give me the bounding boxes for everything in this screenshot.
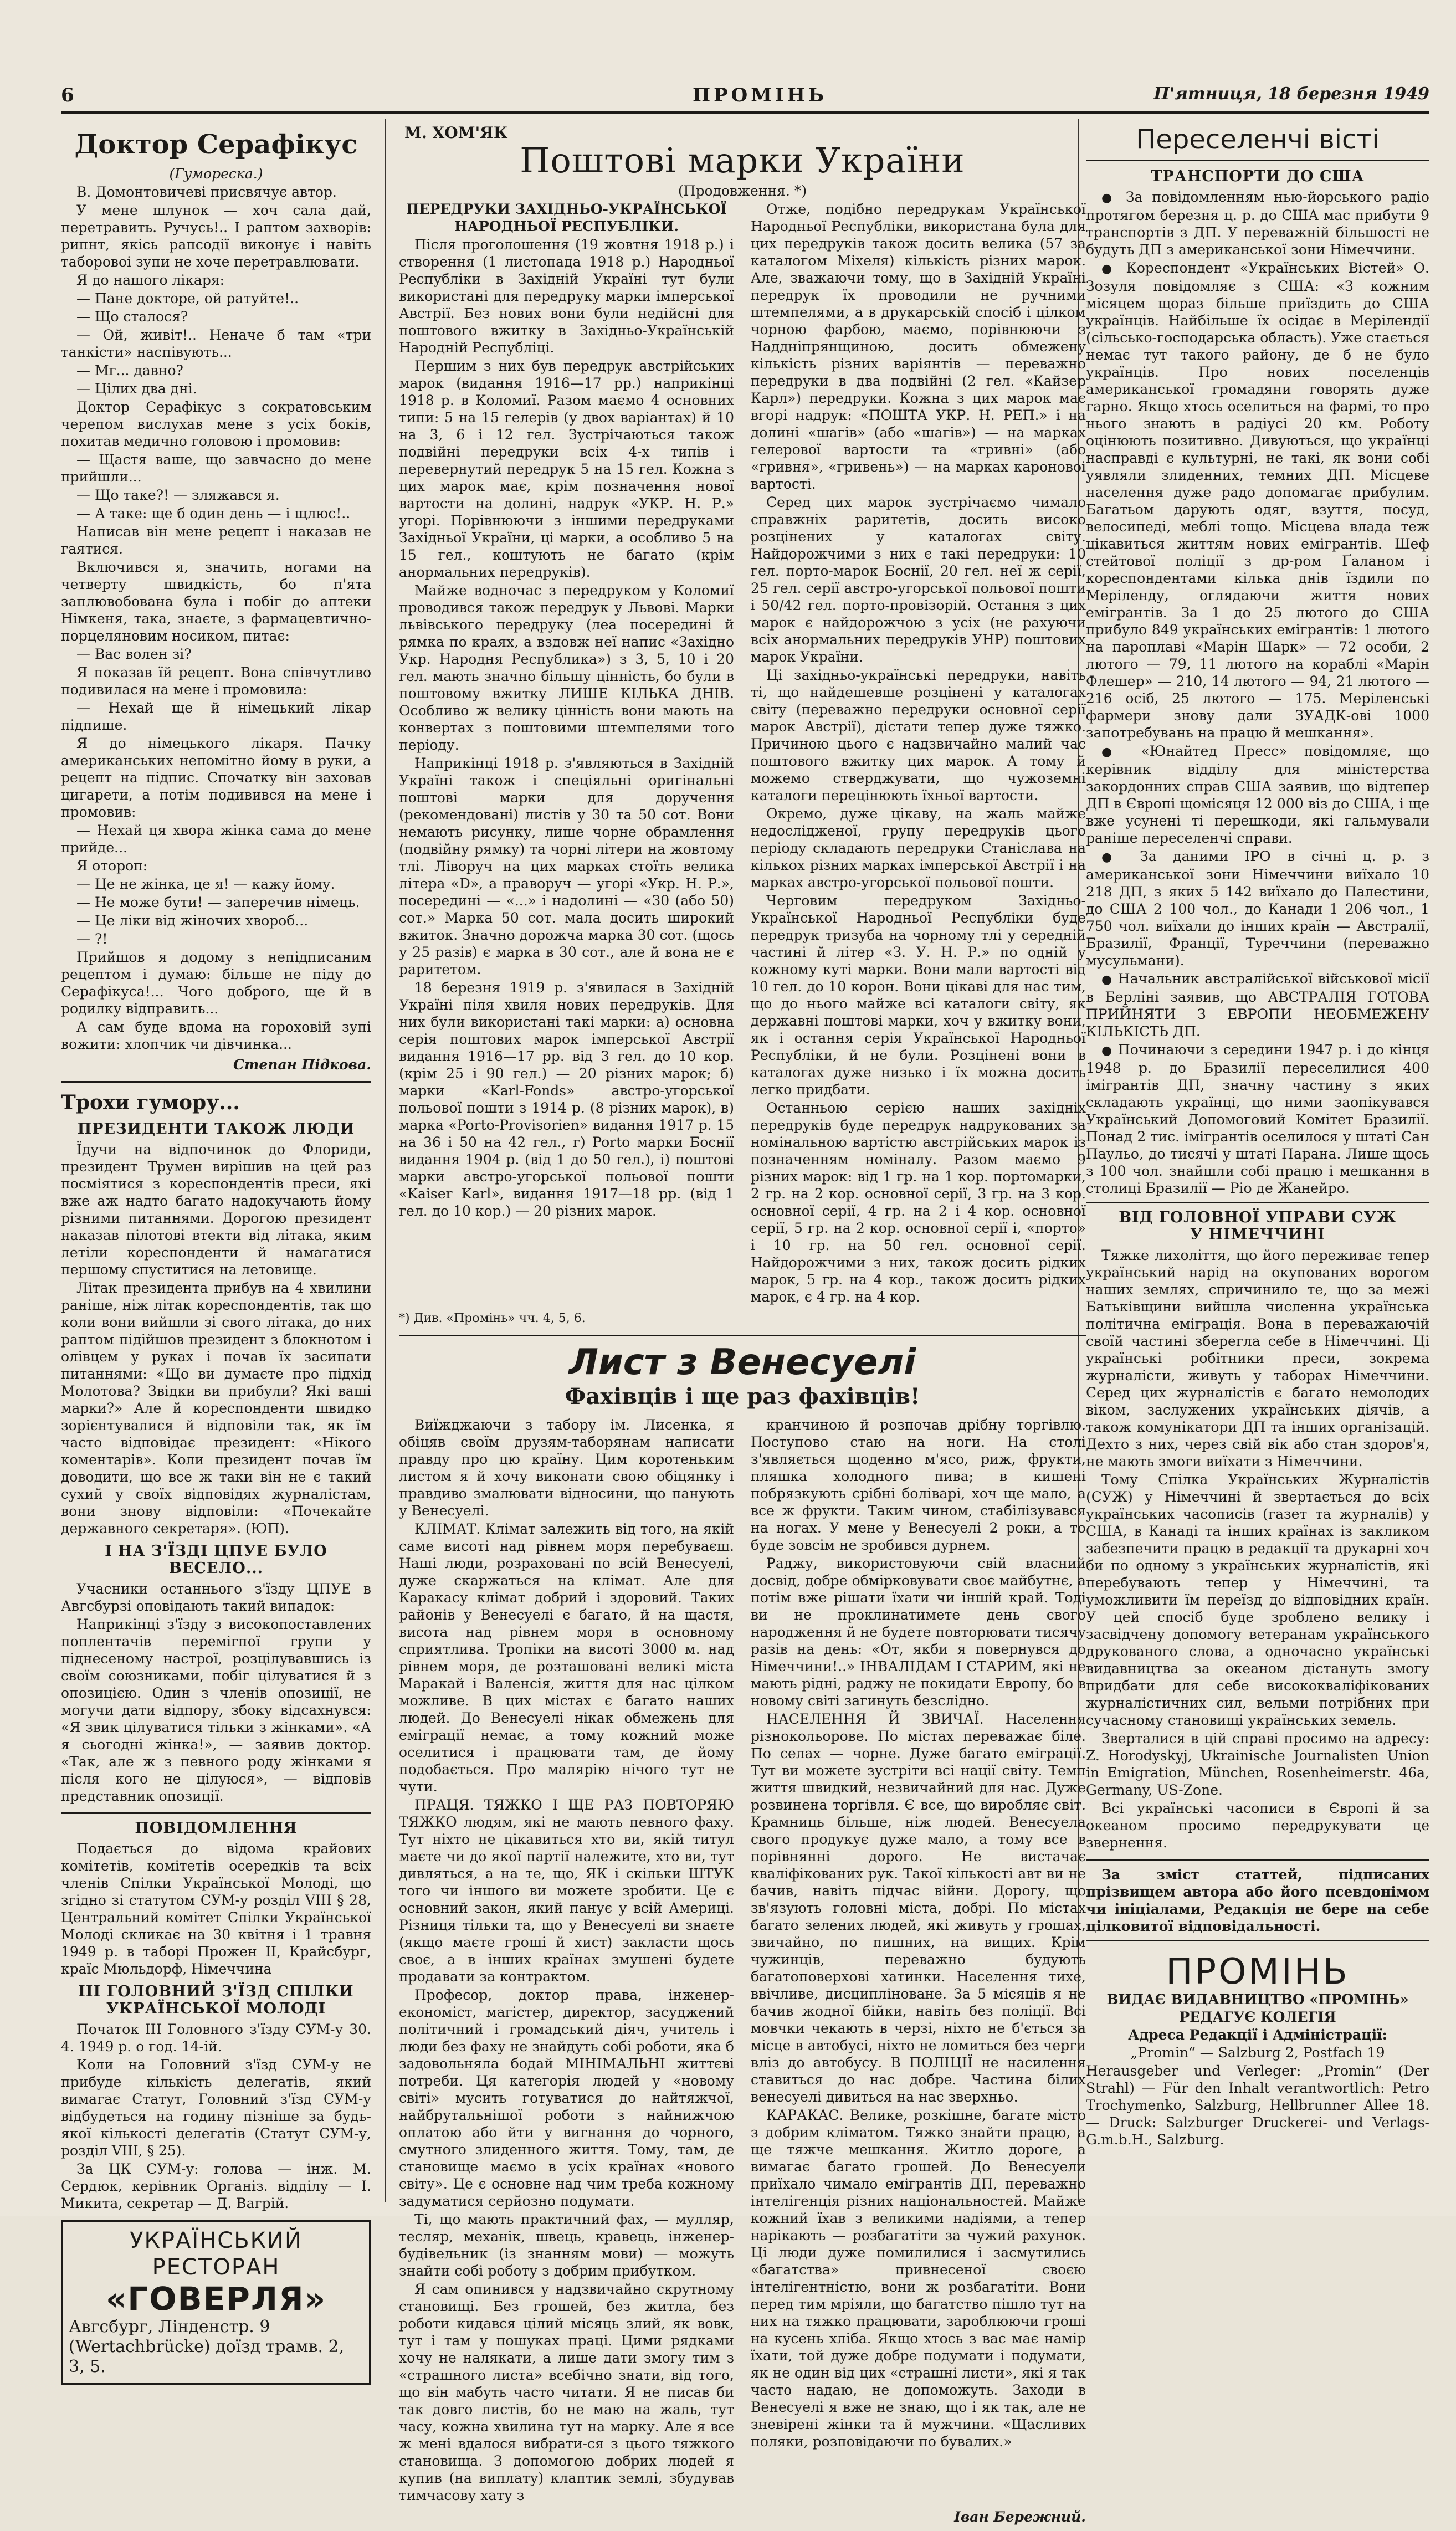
doctor-paragraph: Включився я, значить, ногами на четверту швидкість, бо п'ята заплювобована була і побіг до аптеки Німкеня, така, знаєте, з фармацевтично-порцеляновим носиком, питає: — [61, 559, 371, 644]
venezuela-body — [399, 1416, 1086, 2505]
venezuela-paragraph: Раджу, використовуючи свій власний досвід, добре обмірковувати своє майбутнє, а потім вже рішати їхати чи іншій край. Тоді ви не проклинатимете день свого народження й не будете повторювати тисячу разів на день: «От, якби я повернувся до Німеччини!..» ІНВАЛІДАМ І СТАРИМ, які не мають рідні, раджу не покидати Европу, бо в новому світі загинуть безслідно. — [751, 1555, 1086, 1709]
doctor-paragraph: Прийшов я додому з непідписаним рецептом і думаю: більше не піду до Серафікуса!... Чого доброго, ще й в родилку відправить... — [61, 949, 371, 1017]
doctor-title: Доктор Серафікус — [74, 129, 358, 160]
stamps-paragraph: Отже, подібно передрукам Української Народньої Республіки, використана була для цих передруків також досить велика (57 за каталогом Міхеля) кількість різних марок. Але, зважаючи тому, що в Західній Україні передрук їх проводили не ручними штемпелями, а в друкарській спосіб і цілком чорною фарбою, маємо, порівнюючи з Наддніпрянщиною, досить обмежену кількість різних варіянтів — переважно передруки в два подвійні (2 гел. «Кайзер Карл») передруки. Кожна з цих марок має вгорі надрук: «ПОШТА УКР. Н. РЕП.» і на долині «шагів» (або «шагів») — на марках гелерової вартости та «гривні» (або «гривня», «гривень») — на марках кароновоі вартості. — [751, 201, 1086, 492]
stamps-body — [399, 201, 1086, 1307]
doctor-body — [61, 183, 371, 1053]
venezuela-paragraph: ПРАЦЯ. ТЯЖКО І ЩЕ РАЗ ПОВТОРЯЮ ТЯЖКО людям, які не мають певного фаху. Тут ніхто не цікавиться хто ви, якій титул маєте чи до якої партії належите, хто ви, тут дивляться, а на те, що, ЯК і скільки ШТУК того чи іншого ви можете зробити. Це є основний закон, який панує у всій Америці. Різниця тільки та, що у Венесуелі ви знаєте (якщо маєте гроші й хист) закласти щось своє, а в інших країнах змушені будете продавати за контрактом. — [399, 1797, 734, 1985]
stamps-paragraph: 18 березня 1919 р. з'явилася в Західній Україні піля хвиля нових передруків. Для них були використані такі марки: а) основна серія поштових марок імперської Австрії видання 1916—17 рр. від 3 гел. до 10 кор. (крім 25 і 90 гел.) — 20 різних марок; б) марки «Karl-Fonds» австро-угорської польової пошти з 1914 р. (8 різних марок), в) марка «Porto-Provisorien» видання 1917 р. 15 на 36 і 50 на 42 гел., г) Porto марки Боснії видання 1904 р. (від 1 до 50 гел.), і) поштові марки австро-угорської польової пошти «Kaiser Karl», видання 1917—18 рр. (від 1 гел. до 10 кор.) — 20 різних марок. — [399, 980, 734, 1219]
emigration-item — [1086, 848, 1429, 969]
stamps-paragraph: ПЕРЕДРУКИ ЗАХІДНЬО-УКРАЇНСЬКОЇ НАРОДНЬОЇ РЕСПУБЛІКИ. — [406, 201, 727, 234]
column-left — [61, 122, 371, 2385]
stamps-right-column — [751, 201, 1086, 1307]
doctor-paragraph: — ?! — [76, 931, 108, 947]
masthead-publisher: ВИДАЄ ВИДАВНИЦТВО «ПРОМІНЬ» — [1106, 1991, 1409, 2007]
stamps-footnote: *) Див. «Промінь» чч. 4, 5, 6. — [399, 1311, 586, 1325]
doctor-subtitle: (Гумореска.) — [169, 166, 263, 182]
stamps-title: Поштові марки України — [520, 140, 965, 181]
bullet-icon: ● — [1101, 1044, 1118, 1058]
venezuela-paragraph: КЛІМАТ. Клімат залежить від того, на якій саме висоті над рівнем моря перебуваєш. Наші люди, розраховані по всій Венесуелі, дуже скаржаться на клімат. Але для Каракасу клімат добрий і здоровий. Таких районів у Венесуелі є багато, й на щастя, висота над рівнем моря в основному сприятлива. Тропіки на висоті 3000 м. над рівнем моря, де розташовані великі міста Маракай і Валенсія, життя для нас цілком можливе. В цих містах є багато наших людей. До Венесуелі нікак обмежень для еміграції немає, а тому кожний може оселитися і працювати там, де йому подобається. Про малярію нічого тут не чути. — [399, 1521, 734, 1795]
column-middle — [399, 122, 1086, 2531]
doctor-paragraph: — Що сталося? — [76, 309, 188, 325]
stamps-paragraph: Окремо, дуже цікаву, на жаль майже недослідженої, групу передруків цього періоду складають передруки Станіслава на кількох різних марках імперської Австрії і на марках австро-угорської польової пошти. — [751, 806, 1086, 890]
suzh-text3: Зверталися в цій справі просимо на адресу: Z. Horodyskyj, Ukrainische Journalisten Union in Emigration, München, Rosenheimerstr. 46a, Germany, US-Zone. — [1086, 1730, 1429, 1798]
emigration-item-text: Начальник австралійської військової місії в Берліні заявив, що АВСТРАЛІЯ ГОТОВА ПРИЙНЯТИ З ЕВРОПИ НЕОБМЕЖЕНУ КІЛЬКІСТЬ ДП. — [1086, 971, 1429, 1039]
venezuela-author: Іван Бережний. — [954, 2509, 1086, 2525]
doctor-author: Степан Підкова. — [233, 1057, 371, 1073]
doctor-paragraph: — Щастя ваше, що завчасно до мене прийшли... — [61, 452, 371, 485]
doctor-paragraph: — Ой, живіт!.. Неначе б там «три танкісти» наспівують... — [61, 327, 371, 360]
humor-s2-text: Учасники останнього з'їзду ЦПУЕ в Авгсбурзі оповідають такий випадок: — [61, 1581, 371, 1614]
disclaimer: За зміст статтей, підписаних прізвищем автора або його псевдонімом чи ініціалами, Редакція не бере на себе цілковитої відповідальності. — [1086, 1867, 1429, 1934]
humor-title: Трохи гумору... — [61, 1091, 240, 1114]
stamps-left-column — [399, 201, 734, 1307]
venezuela-paragraph: КАРАКАС. Велике, розкішне, багате місто з добрим кліматом. Тяжко знайти працю, а ще тяжче мешкання. Житло дороге, а вимагає багато грошей. До Венесуели приїхало чимало емігрантів ДП, переважно інтелігенція різних національностей. Майже кожний їхав з великими надіями, а тепер нарікають — розбагатіти за чужий рахунок. Ці люди дуже помилилися і засмутились «багатства» привнесеної своєю інтелігентністю, вони ж розбагатіти. Вони перед тим мріяли, що багатство пішло тут на них на тяжко працювати, зароблюючи гроші на кусень хліба. Якщо хтось з вас має намір їхати, той дуже добре подумати і подумати, як не один від цих «страшні листи», які я так часто надаю, не допоможуть. Заходи в Венесуелі я вже не знаю, що і як так, але не зневірені жінки та й мужчини. «Щасливих поляки, розповідаючи по бувалих.» — [751, 2107, 1086, 2450]
stamps-paragraph: Черговим передруком Західньо-Української Народньої Республіки буде передрук тризуба на чорному тлі у середній частині й літер «З. У. Н. Р.» по одній у кожному куті марки. Вони мали вартості від 10 гел. до 10 корон. Вони цікаві для нас тим, що до нього майже всі каталоги світу, як державні поштові марки, хоч у вжитку вони, як і остання серія Української Народньої Республіки, й не були. Розцінені вони в каталогах дуже низько і їх можна досить легко придбати. — [751, 893, 1086, 1098]
restaurant-line1: УКРАЇНСЬКИЙ РЕСТОРАН — [130, 2228, 303, 2280]
doctor-paragraph: — Не може бути! — заперечив німець. — [76, 894, 360, 910]
venezuela-title: Лист з Венесуелі — [568, 1342, 916, 1383]
suzh-text: Тяжке лихоліття, що його переживає тепер український нарід на окупованих ворогом наших землях, спричинило те, що за межі Батьківщини вийшла численна українська політична еміграція. Вона в переважаючій своїй частині зберегла себе в Німеччині. Ці українські робітники преси, зокрема журналісти, живуть у таборах Німеччини. Серед цих журналістів є багато немолодих віком, заслужених українських діячів, а також комунікатори ДП та інших організацій. Дехто з них, через свій вік або стан здоров'я, не мають змоги виїхати з Німеччини. — [1086, 1247, 1429, 1469]
stamps-paragraph: Серед цих марок зустрічаємо чимало справжніх раритетів, досить високо розцінених у каталогах світу. Найдорожчими з них є такі передруки: 10 гел. порто-марок Боснії, 20 гел. неї ж серії, 25 гел. серії австро-угорської польової пошти і 50/42 гел. порто-провізорій. Остання з цих марок є найдорожчою з усіх (не рахуючи всіх анормальних передруків УНР) поштових марок України. — [751, 494, 1086, 665]
stamps-paragraph: Останньою серією наших західніх передруків буде передрук надрукованих за номінальною вартістю австрійських марок із позначенням номіналу. Разом маємо 9 різних марок: від 1 гр. на 1 кор. портомарки, 2 гр. на 2 кор. основної серії, 3 гр. на 3 кор. основної серії, 4 гр. на 2 і 4 кор. основної серії, 5 гр. на 2 кор. основної серії і, «порто» і 10 гр. на 50 гел. основної серії. Найдорожчими з них, також досить рідких марок, 5 гр. на 4 кор., також досить рідких марок, є 4 гр. на 4 кор. — [751, 1100, 1086, 1305]
doctor-paragraph: — Це не жінка, це я! — кажу йому. — [76, 876, 335, 892]
venezuela-paragraph: НАСЕЛЕННЯ Й ЗВИЧАЇ. Населення різнокольорове. По містах переважає біле. По селах — чорне. Дуже багато еміграції. Тут ви можете зустріти всі нації світу. Темп життя швидкий, незвичайний для нас. Дуже розвинена торгівля. Є все, що виробляє світ. Крамниць більше, ніж людей. Венесуела свого продукує дуже мало, а тому все в порівнянні дорого. Не вистачає кваліфікованих рук. Такої кількості авт ви не бачив, навіть підчас війни. Дорогу, що зв'язують головні міста, добрі. По містах багато зелених людей, які живуть у грошах, звичайно, по пишних, на вищих. Крім чужинців, переважно будують багатоповерхові хатинки. Населення тихе, ввічливе, дисципліноване. За 5 місяців я не бачив жодної бійки, навіть без поліції. Всі мовчки чекають в черзі, ніхто не б'ється за місце в автобусі, ніхто не ломиться без черги вліз до автобусу. В ПОЛІЦІЇ не насилення ставиться до нас добре. Частина білих венесуелі дивиться на нас зверхньо. — [751, 1711, 1086, 2105]
doctor-paragraph: — Що таке?! — зляжався я. — [76, 487, 280, 503]
congress-signed: За ЦК СУМ-у: голова — інж. М. Сердюк, керівник Організ. відділу — І. Микита, секретар — Д. Вагрій. — [61, 2161, 371, 2211]
humor-s1-title: ПРЕЗИДЕНТИ ТАКОЖ ЛЮДИ — [77, 1120, 355, 1138]
restaurant-name: «ГОВЕРЛЯ» — [105, 2280, 327, 2318]
stamps-author: М. ХОМ'ЯК — [404, 124, 508, 142]
venezuela-paragraph: Виїжджаючи з табору ім. Лисенка, я обіцяв своїм друзям-таборянам написати правду про цю країну. Цим коротеньким листом я й хочу виконати свою обіцянку і правдиво змалювати відносини, що панують у Венесуелі. — [399, 1417, 734, 1519]
emigration-item — [1086, 970, 1429, 1040]
humor-s2-text2: Наприкінці з'їзду з високопоставлених поплентачів перемігпої групи у піднесеному настрої, розцілувавшись із своїм союзниками, побіг цілуватися й з опозицією. Один з членів опозиції, не могучи дати відпору, збоку відсахнувся: «Я звик цілуватися тільки з жінками». «А я сьогодні жінка!», — заявив доктор. «Так, але ж з певного роду жінками я після кого не цілуюся», — відповів представник опозиції. — [61, 1616, 371, 1804]
emigration-item — [1086, 1041, 1429, 1197]
venezuela-paragraph: Ті, що мають практичний фах, — мулляр, тесляр, механік, швець, кравець, інженер-будівельник (із знанням мови) — можуть знайти собі роботу з добрим прибутком. — [399, 2211, 734, 2279]
restaurant-ad — [61, 2220, 371, 2385]
page-number: 6 — [61, 84, 74, 106]
paper-name: ПРОМІНЬ — [693, 84, 828, 106]
venezuela-paragraph: Професор, доктор права, інженер-економіст, магістер, директор, засуджений політичний і громадський діяч, учитель і люди без фаху не знайдуть собі роботи, яка б задовольняла бодай МІНІМАЛЬНІ життєві потреби. Ця категорія людей у «новому світі» мусить готуватися до найтяжчої, найбрутальнішої роботи з найнижчою оплатою або йти у вигнання до чорного, смутного злиденного життя. Тому, там, де становище маємо в усіх країнах «нового світу». Це є основне над чим треба кожному задуматися серйозно подумати. — [399, 1987, 734, 2209]
doctor-paragraph: — Пане докторе, ой ратуйте!.. — [76, 290, 299, 306]
notices-title: ПОВІДОМЛЕННЯ — [135, 1820, 298, 1837]
suzh-title1: ВІД ГОЛОВНОЇ УПРАВИ СУЖ — [1119, 1209, 1397, 1226]
doctor-paragraph: А сам буде вдома на гороховій зупі вожити: хлопчик чи дівчинка... — [61, 1019, 371, 1052]
restaurant-address: Авгсбург, Лінденстр. 9 (Wertachbrücke) доїзд трамв. 2, 3, 5. — [69, 2317, 345, 2376]
congress-text: Початок III Головного з'їзду СУМ-у 30. 4. 1949 р. о год. 14-ій. — [61, 2021, 371, 2054]
venezuela-paragraph: Я сам опинився у надзвичайно скрутному становищі. Без грошей, без житла, без роботи кидався цілий місяць злий, як вовк, тут і там у пошуках праці. Цими рядками хочу не налякати, а лише дати змогу тим з «страшного листа» всебічно знати, від того, що він мабуть часто читати. Я не писав би так довго листів, бо не маю на жаль, тут часу, кожна хвилина тут на марку. Але я все ж мені вдалося вибрати-ся з цього тяжкого становища. З допомогою добрих людей я купив (на виплату) клаптик землі, збудував тимчасову хату з — [399, 2281, 734, 2503]
emigration-item-text: Кореспондент «Українських Вістей» О. Зозуля повідомляє з США: «З кожним місяцем щораз більше приїздить до США українців. Найбільше їх осідає в Мерілендії (сільсько-господарська область). Уже стається немає тут такого району, де б не було українців. Про нових поселенців американської громадяни говорять дуже гарно. Якщо хтось оселиться на фармі, то про нього знають в радіусі 20 км. Роботу оцінюють позитивно. Дивуються, що українці насправді є культурні, не такі, як вони собі уявляли злиденних, темних ДП. Місцеве населення дуже радо допомагає прибулим. Багатьом дарують одяг, взуття, посуд, велосипеді, меблі тощо. Місцева влада теж цікавиться життям нових емігрантів. Шеф стейтової поліції з др-ром Ґаланом і кореспондентами кілька днів їздили по Меріленду, оглядаючи життя нових емігрантів. За 1 до 25 лютого до США прибуло 849 українських емігрантів: 1 лютого на пароплаві «Марін Шарк» — 72 особи, 2 лютого — 79, 11 лютого на кораблі «Марін Флешер» — 210, 14 лютого — 94, 21 лютого — 216 осіб, 25 лютого — 175. Меріленські фармери знову дали ЗУАДК-ові 1000 запотребувань на працю й мешкання». — [1086, 260, 1429, 741]
emigration-items — [1086, 188, 1429, 1197]
doctor-paragraph: — Мг... давно? — [76, 362, 183, 378]
congress-text2: Коли на Головний з'їзд СУМ-у не прибуде кількість делегатів, який вимагає Статут, Головний з'їзд СУМ-у відбудеться на годину пізніше за будь-якої кількості делегатів (Статут СУМ-у, розділ VIII, § 25). — [61, 2057, 371, 2159]
doctor-paragraph: У мене шлунок — хоч сала дай, перетравить. Ручусь!.. І раптом захворів: рипнт, якісь рапсодії виконує і навіть таборовоі зупи не хоче перетравлювати. — [61, 202, 371, 270]
stamps-subtitle: (Продовження. *) — [678, 183, 807, 199]
column-rule — [385, 119, 386, 2202]
masthead-imprint: Herausgeber und Verleger: „Promin“ (Der Strahl) — Für den Inhalt verantwortlich: Petro Trochymenko, Salzburg, Hellbrunner Allee 18. — Druck: Salzburger Druckerei- und Verlags-G.m.b.H., Salzburg. — [1086, 2063, 1429, 2148]
stamps-paragraph: Після проголошення (19 жовтня 1918 р.) і створення (1 листопада 1918 р.) Народньої Республіки в Західній Україні тут були використані для передруку марки імперської Австрії. Без нових вони були недійсні для поштового вжитку в Західньо-Українській Народній Республіці. — [399, 237, 734, 356]
stamps-paragraph: Ці західньо-українські передруки, навіть ті, що найдешевше розцінені у каталогах світу (переважно передруки основної серії марок Австрії), дістати тепер дуже тяжко. Причиною цього є надзвичайно малий час поштового вжитку цих марок. А тому й можемо стверджувати, що чужоземні каталоги перецінюють їхньої вартости. — [751, 667, 1086, 803]
doctor-paragraph: — Нехай ще й німецький лікар підпише. — [61, 700, 371, 733]
masthead-address-title: Адреса Редакції і Адміністрації: — [1128, 2027, 1387, 2043]
bullet-icon: ● — [1101, 191, 1126, 205]
emigration-item-text: За даними ІРО в січні ц. р. з американської зони Німеччини виїхало 10 218 ДП, з яких 5 142 виїхало до Палестини, до США 2 100 чол., до Канади 1 206 чол., 1 750 чол. виїхали до інших країн — Австралії, Бразилії, Франції, Туреччини (переважно мусульмани). — [1086, 848, 1429, 969]
emigration-item — [1086, 742, 1429, 847]
emigration-title: Переселенчі вісті — [1086, 124, 1429, 161]
doctor-paragraph: — Цілих два дні. — [76, 381, 197, 397]
bullet-icon: ● — [1101, 745, 1141, 759]
page-header — [61, 83, 1429, 114]
doctor-paragraph: — Нехай ця хвора жінка сама до мене прийде... — [61, 822, 371, 855]
doctor-paragraph: — А таке: ще б один день — і щлюс!.. — [76, 505, 351, 521]
doctor-paragraph: Я до німецького лікаря. Пачку американських непомітно йому в руки, а рецепт на підпис. Спочатку він заховав цигарети, а потім подивився на мене і промовив: — [61, 735, 371, 820]
doctor-paragraph: Я показав їй рецепт. Вона співчутливо подивилася на мене і промовила: — [61, 664, 371, 698]
doctor-paragraph: В. Домонтовичеві присвячує автор. — [76, 184, 337, 200]
masthead-name: ПРОМІНЬ — [1166, 1951, 1350, 1992]
bullet-icon: ● — [1101, 851, 1140, 864]
notices-text: Подається до відома крайових комітетів, комітетів осередків та всіх членів Спілки Української Молоді, що згідно зі статутом СУМ-у розділ VIII § 28, Центральний комітет Спілки Української Молоді скликає на 30 квітня і 1 травня 1949 р. в таборі Прожен II, Крайсбург, країс Мюльдорф, Німеччина — [61, 1841, 371, 1977]
venezuela-left-column — [399, 1416, 734, 2505]
humor-s2-title: І НА З'ЇЗДІ ЦПУЕ БУЛО ВЕСЕЛО... — [105, 1543, 327, 1577]
venezuela-right-column — [751, 1416, 1086, 2505]
stamps-paragraph: Першим з них був передрук австрійських марок (видання 1916—17 рр.) наприкінці 1918 р. в Коломиї. Разом маємо 4 основних типи: 5 на 15 гелерів (у двох варіантах) й 10 на 3, 6 і 12 гел. Зустрічаються також подвійні передруки всіх 4-х типів і перевернутий передрук 5 на 15 гел. Кожна з цих марок має, крім позначення нової вартости на долині, надрук «УКР. Н. Р.» угорі. Порівнюючи з іншими передруками Західньої України, ці марки, а особливо 5 на 15 гел., коштують не багато (крім анормальних передруків). — [399, 358, 734, 580]
emigration-item-text: За повідомленням нью-йорського радіо протягом березня ц. р. до США мас прибути 9 транспортів з ДП. У переважній більшості не будуть ДП з американської зони Німеччини. — [1086, 189, 1429, 258]
emigration-item-text: Починаючи з середини 1947 р. і до кінця 1948 р. до Бразилії переселилися 400 імігрантів ДП, значну частину з яких складають українці, що ними заопікувався Український Допомоговий Комітет Бразилії. Понад 2 тис. імігрантів оселилося у штаті Сан Паульо, до тисячі у штаті Парана. Лише щось з 100 чол. знайшли собі працю і мешкання в столиці Бразилії — Ріо де Жанейро. — [1086, 1042, 1429, 1196]
bullet-icon: ● — [1101, 973, 1118, 987]
masthead-address: „Promin“ — Salzburg 2, Postfach 19 — [1130, 2045, 1385, 2061]
issue-date: П'ятниця, 18 березня 1949 — [1153, 84, 1429, 104]
doctor-paragraph: — Вас волен зі? — [76, 646, 192, 662]
emigration-item-text: «Юнайтед Пресс» повідомляє, що керівник відділу для міністерства закордонних справ США заявив, що відтепер ДП в Європі щомісяця 12 000 віз до США, і ще вже усунені ті перешкоди, які гальмували раніше переселенчі справи. — [1086, 743, 1429, 846]
doctor-paragraph: Я отороп: — [76, 858, 148, 874]
bullet-icon: ● — [1101, 262, 1126, 276]
column-right — [1086, 122, 1429, 2149]
congress-title: III ГОЛОВНИЙ З'ЇЗД СПІЛКИ УКРАЇНСЬКОЇ МОЛОДІ — [78, 1983, 354, 2017]
transport-title: ТРАНСПОРТИ ДО США — [1151, 168, 1365, 185]
suzh-text4: Всі українські часописи в Європі й за океаном просимо передрукувати це звернення. — [1086, 1800, 1429, 1851]
humor-s1-text: Їдучи на відпочинок до Флориди, президент Трумен вирішив на цей раз посміятися з кореспондентів преси, які вже аж надто багато надокучають йому різними питаннями. Дорогою президент наказав пілотові втекти від літака, яким летіли кореспонденти й намагатися першому спуститися на летовище. — [61, 1141, 371, 1278]
venezuela-paragraph: кранчиною й розпочав дрібну торгівлю. Поступово стаю на ноги. На столі з'являється щоденно м'ясо, риж, фрукти, пляшка холодного пива; в кишені побрязкують срібні боліварі, хоч ще мало, а все ж фрукти. Таким чином, стабілізувався на ногах. У мене у Венесуелі 2 роки, а то буде зовсім не зробився дурнем. — [751, 1417, 1086, 1553]
doctor-paragraph: Доктор Серафікус з сократовським черепом вислухав мене з усіх боків, похитав медично головою і промовив: — [61, 399, 371, 449]
emigration-item — [1086, 259, 1429, 741]
stamps-paragraph: Майже водночас з передруком у Коломиї проводився також передрук у Львові. Марки львівського передруку (леа посередині й рямка по краях, а вздовж неї напис «Західно Укр. Народня Республика») з 3, 5, 10 і 20 гел. мають значно більшу цінність, бо були в поштовому вжитку ЛИШЕ КІЛЬКА ДНІВ. Особливо ж велику цінність вони мають на конвертах з поштовими штемпелями того періоду. — [399, 582, 734, 753]
stamps-paragraph: Наприкінці 1918 р. з'являються в Західній Україні також і спеціяльні оригінальні поштові марки для доручення (рекомендовані) листів у 30 та 50 сот. Вони немають рисунку, лише чорне обрамлення (подвійну рямку) та чорні літери на жовтому тлі. Ліворуч на цих марках стоїть велика літера «D», а праворуч — угорі «Укр. Н. Р.», посередині — «...» і надолині — «30 (або 50) сот.» Марка 50 сот. мала досить широкий вжиток. Значно дорожча марка 30 сот. (щось у 25 разів) є марка в 30 сот., але й вона не є раритетом. — [399, 755, 734, 977]
humor-s1-text2: Літак президента прибув на 4 хвилини раніше, ніж літак кореспондентів, так що коли вони вийшли зі свого літака, до них раптом підійшов президент з блокнотом і олівцем у руках і почав їх засипати питаннями: «Що ви думаєте про підхід Молотова? Звідки ви прибули? Які ваші марки?» Але й кореспонденти швидко зорієнтувалися й відповіли так, як їм часто відповідає президент: «Нікого коментарів». Коли президент почав їм доводити, що все ж таки він не є такий сухий у своїх відповідях журналістам, вони знову відповіли: «Почекайте державного секретаря». (ЮП). — [61, 1280, 371, 1536]
doctor-paragraph: Написав він мене рецепт і наказав не гаятися. — [61, 524, 371, 557]
doctor-paragraph: — Це ліки від жіночих хвороб... — [76, 913, 309, 929]
masthead-editorial: РЕДАГУЄ КОЛЕГІЯ — [1179, 2009, 1336, 2025]
suzh-title2: У НІМЕЧЧИНІ — [1190, 1226, 1325, 1243]
emigration-item — [1086, 188, 1429, 258]
doctor-paragraph: Я до нашого лікаря: — [76, 272, 225, 288]
venezuela-subtitle: Фахівців і ще раз фахівців! — [565, 1384, 920, 1410]
suzh-text2: Тому Спілка Українських Журналістів (СУЖ) у Німеччині й звертається до всіх українських часописів (газет та журналів) у США, в Канаді та інших країнах із закликом забезпечити працю в редакції та друкарні хоч би по одному з українських журналістів, які перебувають тепер у Німеччині, та уможливити їм переїзд до відповідних країн. У цей спосіб буде зроблено велику і засвідчену допомогу ветеранам українського друкованого слова, а одночасно українські видавництва за океаном дістануть змогу придбати для себе висококваліфікованих журналістичних сил, вельми потрібних при сучасному становищі українських земель. — [1086, 1472, 1429, 1728]
